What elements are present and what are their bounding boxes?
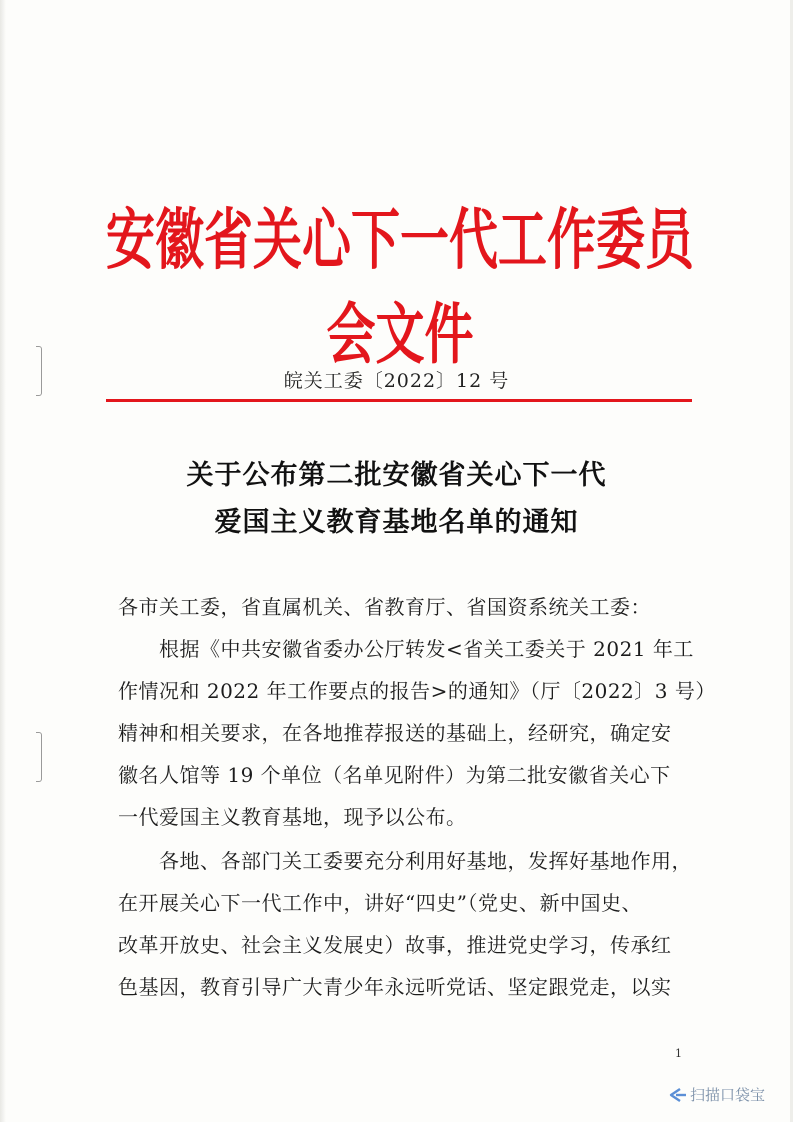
body-line: 根据《中共安徽省委办公厅转发<省关工委关于 2021 年工 <box>118 637 694 661</box>
scanner-watermark <box>668 1084 765 1105</box>
body-line: 精神和相关要求，在各地推荐报送的基础上，经研究，确定安 <box>118 721 672 745</box>
body-line: 改革开放史、社会主义发展史）故事，推进党史学习，传承红 <box>118 933 672 957</box>
body-line: 徽名人馆等 19 个单位（名单见附件）为第二批安徽省关心下 <box>118 763 671 787</box>
body-line: 各地、各部门关工委要充分利用好基地，发挥好基地作用， <box>118 849 692 873</box>
body-line: 各市关工委，省直属机关、省教育厅、省国资系统关工委： <box>118 595 651 619</box>
document-header-title: 安徽省关心下一代工作委员会文件 <box>105 201 694 373</box>
page-number: 1 <box>675 1047 682 1060</box>
body-line: 一代爱国主义教育基地，现予以公布。 <box>118 805 467 829</box>
page-edge-left <box>0 0 6 1122</box>
body-line: 作情况和 2022 年工作要点的报告>的通知》（厅〔2022〕3 号） <box>118 679 716 703</box>
binding-hole-mark-lower <box>36 732 42 782</box>
notice-title-line-2: 爱国主义教育基地名单的通知 <box>214 507 579 538</box>
notice-title-line-1: 关于公布第二批安徽省关心下一代 <box>186 460 607 491</box>
watermark-text: 扫描口袋宝 <box>690 1086 766 1104</box>
body-line: 色基因，教育引导广大青少年永远听党话、坚定跟党走，以实 <box>118 975 672 999</box>
scanner-logo-icon <box>668 1087 688 1103</box>
red-separator-line <box>106 399 692 402</box>
document-number: 皖关工委〔2022〕12 号 <box>283 370 510 392</box>
body-line: 在开展关心下一代工作中，讲好“四史”（党史、新中国史、 <box>118 891 642 915</box>
